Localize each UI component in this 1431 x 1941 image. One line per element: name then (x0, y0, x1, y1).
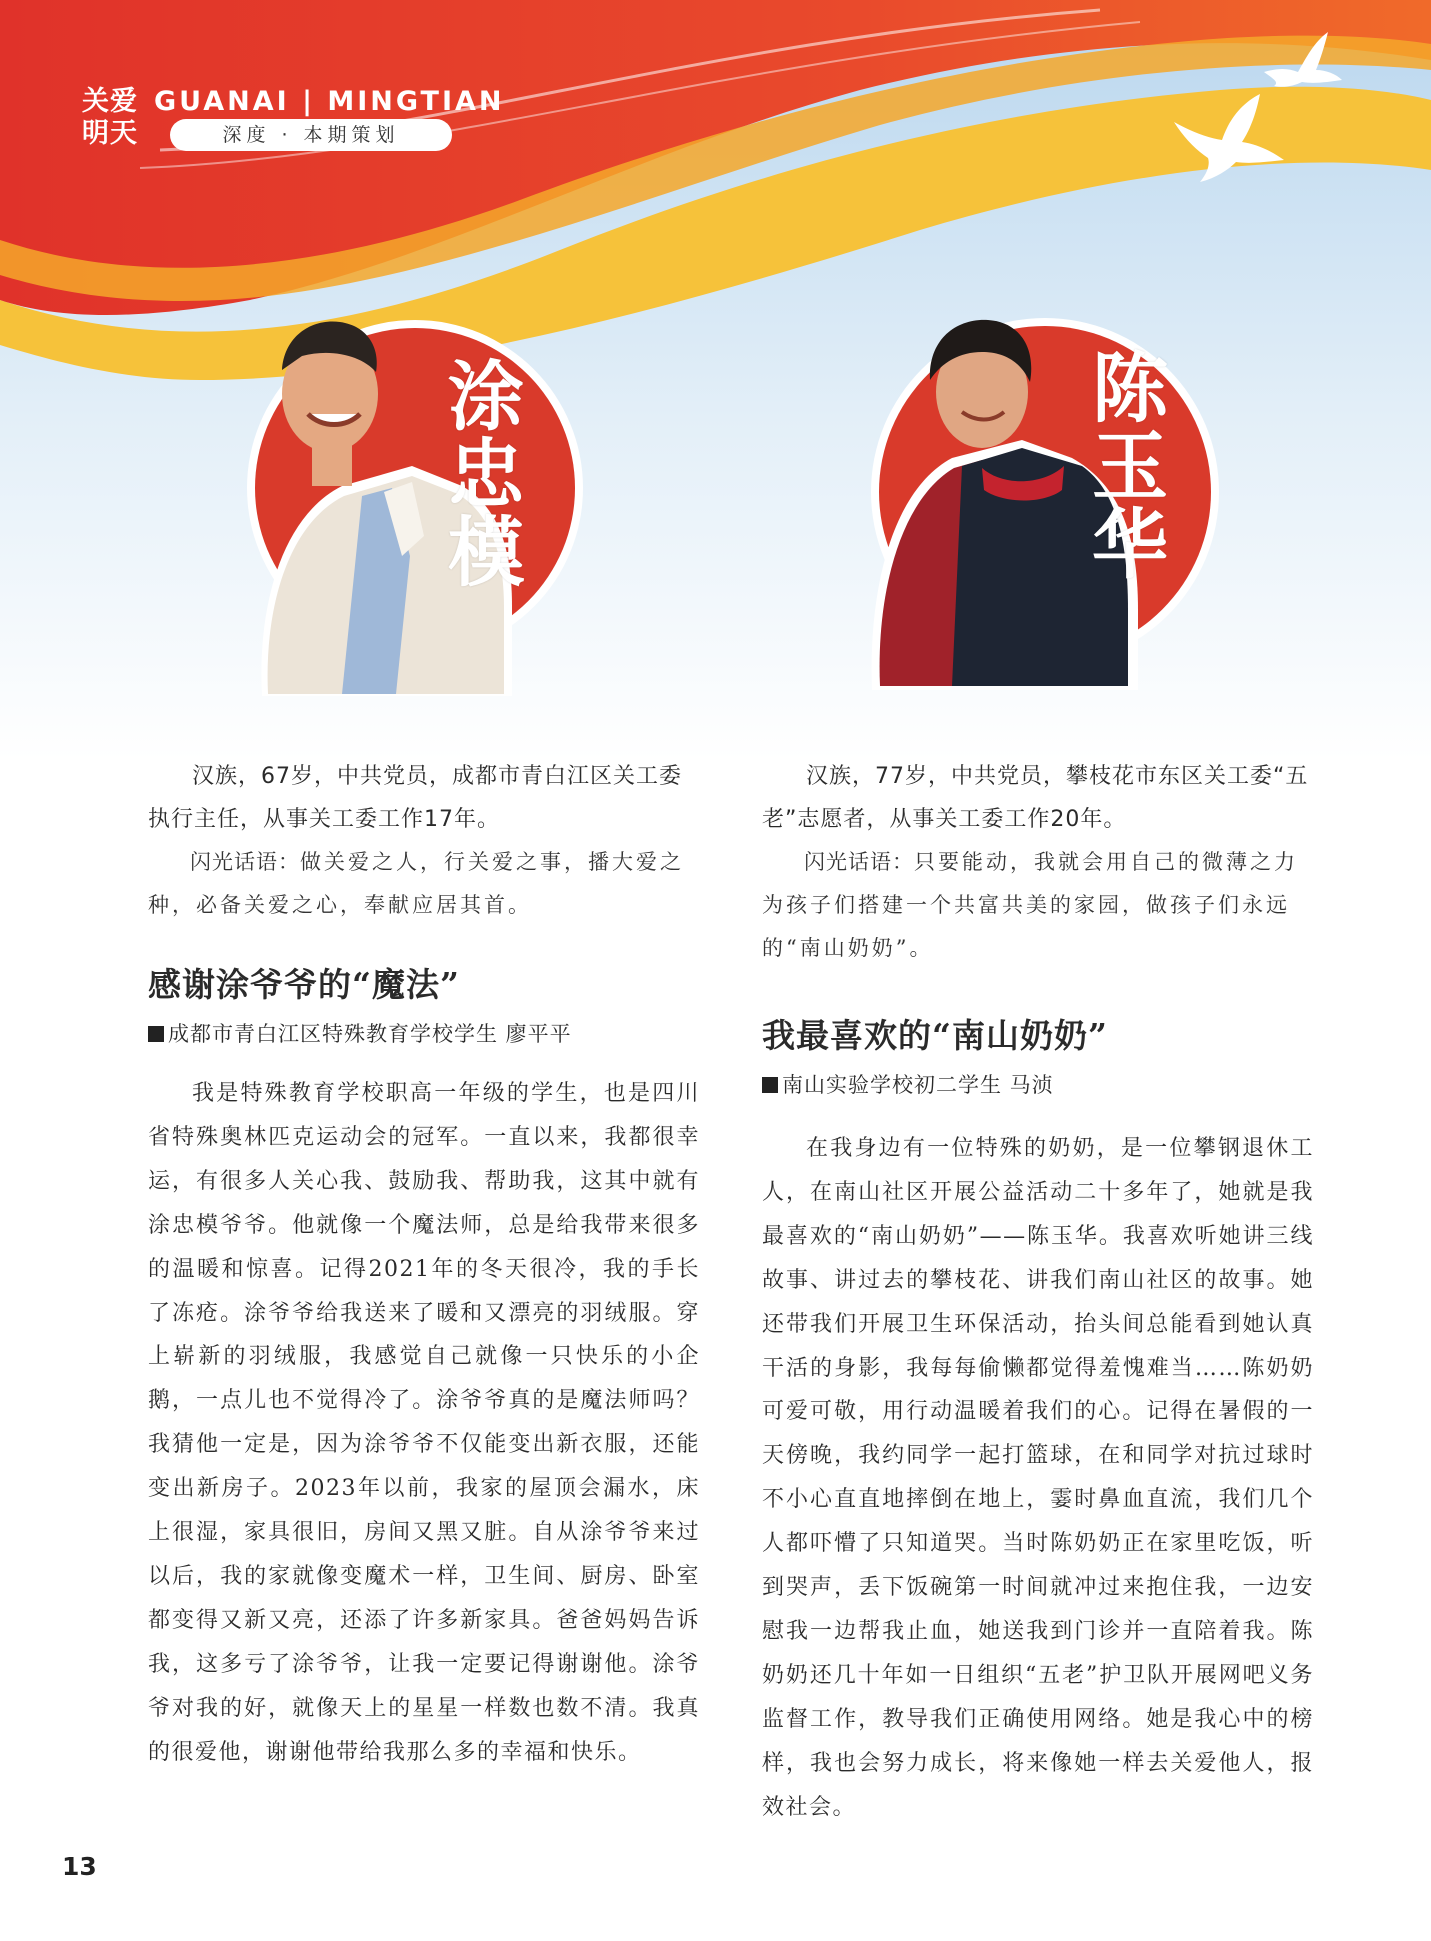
person-name-left: 涂忠模 (448, 352, 524, 597)
byline-text-left: 成都市青白江区特殊教育学校学生 廖平平 (168, 1022, 572, 1046)
right-column (762, 755, 1314, 1830)
article-title-right: 我最喜欢的“南山奶奶” (762, 1016, 1108, 1055)
quote-text-right: 只要能动，我就会用自己的微薄之力为孩子们搭建一个共富共美的家园，做孩子们永远的“南山奶奶”。 (762, 850, 1298, 960)
byline-right (762, 1069, 1314, 1099)
section-label: 深度 · 本期策划 (170, 119, 452, 151)
article-body-right: 在我身边有一位特殊的奶奶，是一位攀钢退休工人，在南山社区开展公益活动二十多年了，她就是我最喜欢的“南山奶奶”——陈玉华。我喜欢听她讲三线故事、讲过去的攀枝花、讲我们南山社区的故事。她还带我们开展卫生环保活动，抬头间总能看到她认真干活的身影，我每每偷懒都觉得羞愧难当……陈奶奶可爱可敬，用行动温暖着我们的心。记得在暑假的一天傍晚，我约同学一起打篮球，在和同学对抗过球时不小心直直地摔倒在地上，霎时鼻血直流，我们几个人都吓懵了只知道哭。当时陈奶奶正在家里吃饭，听到哭声，丢下饭碗第一时间就冲过来抱住我，一边安慰我一边帮我止血，她送我到门诊并一直陪着我。陈奶奶还几十年如一日组织“五老”护卫队开展网吧义务监督工作，教导我们正确使用网络。她是我心中的榜样，我也会努力成长，将来像她一样去关爱他人，报效社会。 (762, 1136, 1314, 1820)
article-body-left: 我是特殊教育学校职高一年级的学生，也是四川省特殊奥林匹克运动会的冠军。一直以来，我都很幸运，有很多人关心我、鼓励我、帮助我，这其中就有涂忠模爷爷。他就像一个魔法师，总是给我带来很多的温暖和惊喜。记得2021年的冬天很冷，我的手长了冻疮。涂爷爷给我送来了暖和又漂亮的羽绒服。穿上崭新的羽绒服，我感觉自己就像一只快乐的小企鹅，一点儿也不觉得冷了。涂爷爷真的是魔法师吗？我猜他一定是，因为涂爷爷不仅能变出新衣服，还能变出新房子。2023年以前，我家的屋顶会漏水，床上很湿，家具很旧，房间又黑又脏。自从涂爷爷来过以后，我的家就像变魔术一样，卫生间、厨房、卧室都变得又新又亮，还添了许多新家具。爸爸妈妈告诉我，这多亏了涂爷爷，让我一定要记得谢谢他。涂爷爷对我的好，就像天上的星星一样数也数不清。我真的很爱他，谢谢他带给我那么多的幸福和快乐。 (148, 1081, 700, 1765)
byline-left (148, 1018, 700, 1048)
quote-label-right: 闪光话语： (804, 850, 914, 874)
page-number: 13 (62, 1852, 97, 1881)
quote-right (762, 841, 1314, 970)
article-title-left: 感谢涂爷爷的“魔法” (148, 965, 460, 1004)
quote-label-left: 闪光话语： (190, 850, 300, 874)
portrait-left (212, 296, 632, 706)
left-column (148, 755, 700, 1775)
logo-english: GUANAI | MINGTIAN (154, 86, 505, 117)
square-bullet-icon (148, 1026, 164, 1042)
logo-chinese: 关爱明天 (82, 86, 138, 149)
person-name-right: 陈玉华 (1092, 344, 1168, 589)
intro-left: 汉族，67岁，中共党员，成都市青白江区关工委执行主任，从事关工委工作17年。 (148, 764, 682, 832)
portrait-right (832, 290, 1262, 710)
quote-text-left: 做关爱之人，行关爱之事，播大爱之种，必备关爱之心，奉献应居其首。 (148, 850, 684, 917)
quote-left (148, 841, 700, 927)
square-bullet-icon (762, 1077, 778, 1093)
intro-right: 汉族，77岁，中共党员，攀枝花市东区关工委“五老”志愿者，从事关工委工作20年。 (762, 764, 1309, 832)
byline-text-right: 南山实验学校初二学生 马浈 (782, 1073, 1054, 1097)
dove-icon (1170, 92, 1290, 184)
dove-icon (1258, 28, 1344, 90)
